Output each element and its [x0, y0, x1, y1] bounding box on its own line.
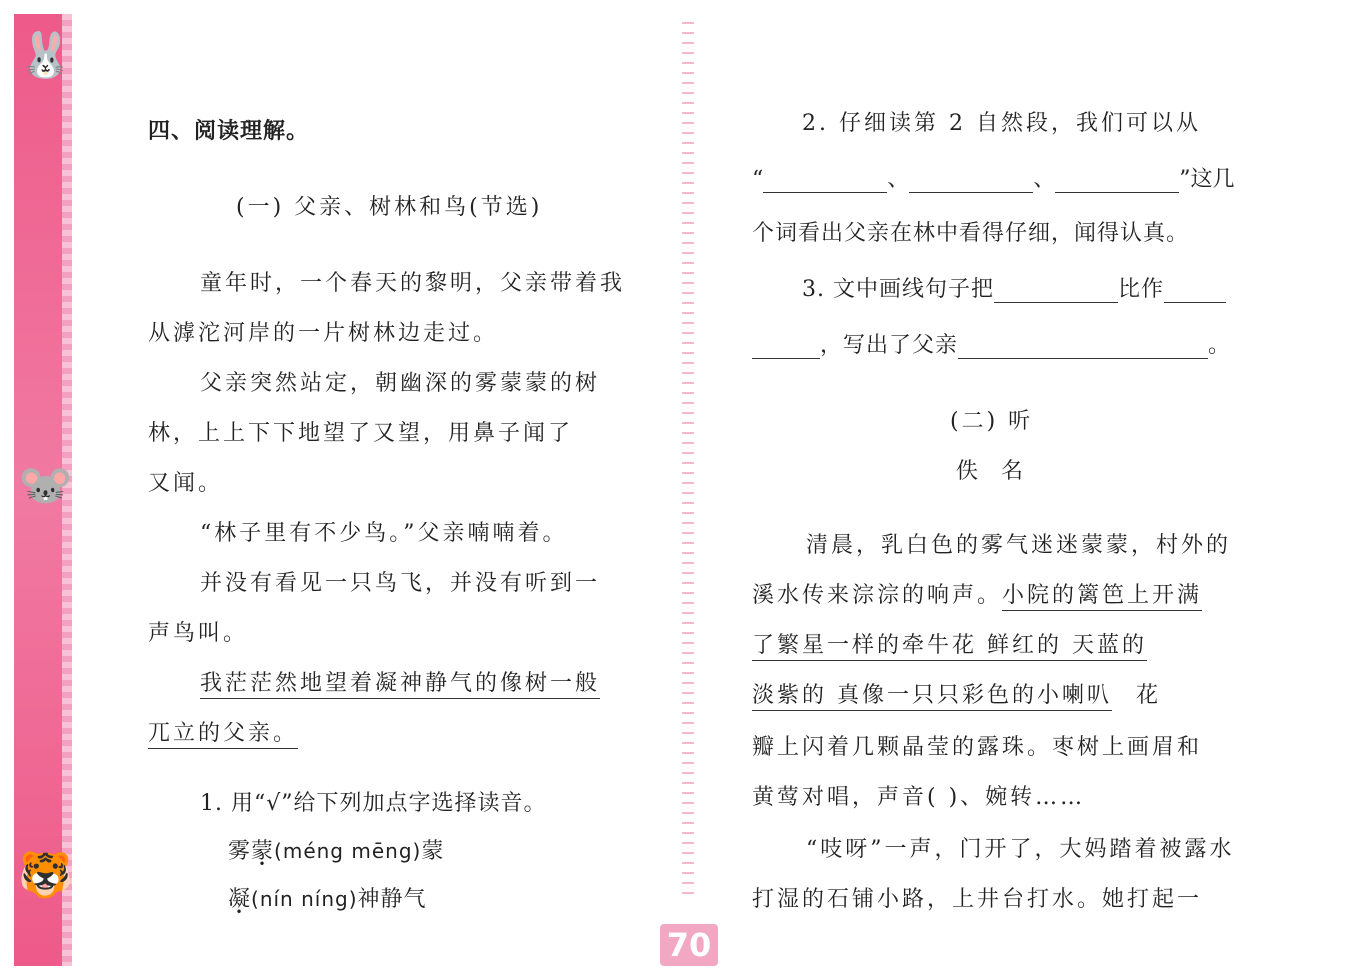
answer-blank[interactable] [994, 282, 1118, 303]
underlined-sentence-part: 小院的篱笆上开满 [1002, 583, 1202, 611]
answer-blank[interactable] [1055, 172, 1179, 193]
question-1a [228, 834, 444, 865]
question-1b [228, 882, 427, 913]
passage2-line [752, 578, 1202, 609]
underlined-sentence-end [148, 716, 298, 747]
question-2-blanks [752, 162, 1235, 193]
q2-separator: 、 [887, 167, 910, 192]
passage1-line: 林，上上下下地望了又望，用鼻子闻了 [148, 421, 574, 446]
underlined-sentence-part: 淡紫的 真像一只只彩色的小喇叭 [752, 683, 1112, 711]
q1a-char: 雾 [228, 839, 252, 864]
passage1-line: “林子里有不少鸟。”父亲喃喃着。 [200, 521, 568, 546]
q1b-dotted-char: 凝 [228, 887, 252, 912]
passage2-line: 瓣上闪着几颗晶莹的露珠。枣树上画眉和 [752, 735, 1203, 760]
q2-close: ”这几 [1179, 167, 1235, 192]
passage2-title: (二) 听 [950, 409, 1034, 434]
underlined-sentence [200, 666, 600, 697]
question-2: 2. 仔细读第 2 自然段，我们可以从 [802, 111, 1201, 136]
q1a-pinyin: (méng mēng) [274, 839, 422, 863]
passage2-line: “吱呀”一声，门开了，大妈踏着被露水 [806, 837, 1235, 862]
answer-blank[interactable] [1164, 282, 1226, 303]
q1b-pinyin: (nín níng) [251, 887, 358, 911]
passage1-line: 并没有看见一只鸟飞，并没有听到一 [200, 571, 601, 596]
q2-separator: 、 [1033, 167, 1056, 192]
passage1-title: (一) 父亲、树林和鸟(节选) [236, 195, 543, 220]
q1a-tail: 蒙 [421, 839, 445, 864]
passage2-line [752, 628, 1147, 659]
passage2-author: 佚 名 [956, 459, 1031, 484]
page-divider [682, 18, 694, 898]
answer-blank[interactable] [763, 172, 887, 193]
answer-blank[interactable] [752, 338, 820, 359]
q3-end: 。 [1208, 333, 1232, 358]
tiger-mascot-icon: 🐯 [18, 850, 73, 901]
underlined-sentence-part: 我茫茫然地望着凝神静气的像树一般 [200, 671, 600, 699]
underlined-sentence-part: 兀立的父亲。 [148, 721, 298, 749]
q3-text: ，写出了父亲 [820, 333, 959, 358]
passage2-text: 溪水传来淙淙的响声。 [752, 583, 1003, 608]
q1a-dotted-char: 蒙 [251, 839, 275, 864]
passage2-text: 花 [1136, 683, 1162, 708]
mouse-mascot-icon: 🐭 [18, 460, 73, 511]
question-2-line3: 个词看出父亲在林中看得仔细，闻得认真。 [752, 221, 1190, 246]
passage2-line: 黄莺对唱，声音( )、婉转…… [752, 785, 1086, 810]
passage1-line: 又闻。 [148, 471, 224, 496]
passage1-line: 声鸟叫。 [148, 621, 249, 646]
passage2-line: 清晨，乳白色的雾气迷迷蒙蒙，村外的 [806, 533, 1232, 558]
passage1-line: 从滹沱河岸的一片树林边走过。 [148, 321, 499, 346]
q2-open-quote: “ [752, 167, 764, 192]
answer-blank[interactable] [958, 338, 1208, 359]
passage2-line [752, 678, 1161, 709]
question-1: 1. 用“√”给下列加点字选择读音。 [200, 791, 547, 816]
q3-text: 比作 [1117, 277, 1164, 302]
answer-blank[interactable] [909, 172, 1033, 193]
section-title: 四、阅读理解。 [148, 119, 310, 144]
question-3-line2 [752, 328, 1231, 359]
underlined-sentence-part: 了繁星一样的牵牛花 鲜红的 天蓝的 [752, 633, 1147, 661]
q1b-tail: 神静气 [357, 887, 427, 912]
page-number: 70 [660, 924, 718, 966]
q3-text: 3. 文中画线句子把 [802, 277, 994, 302]
passage1-line: 父亲突然站定，朝幽深的雾蒙蒙的树 [200, 371, 601, 396]
decorative-sidebar [14, 14, 72, 966]
passage1-line: 童年时，一个春天的黎明，父亲带着我 [200, 271, 626, 296]
question-3 [802, 272, 1226, 303]
passage2-line: 打湿的石铺小路，上井台打水。她打起一 [752, 887, 1203, 912]
rabbit-mascot-icon: 🐰 [18, 30, 73, 81]
